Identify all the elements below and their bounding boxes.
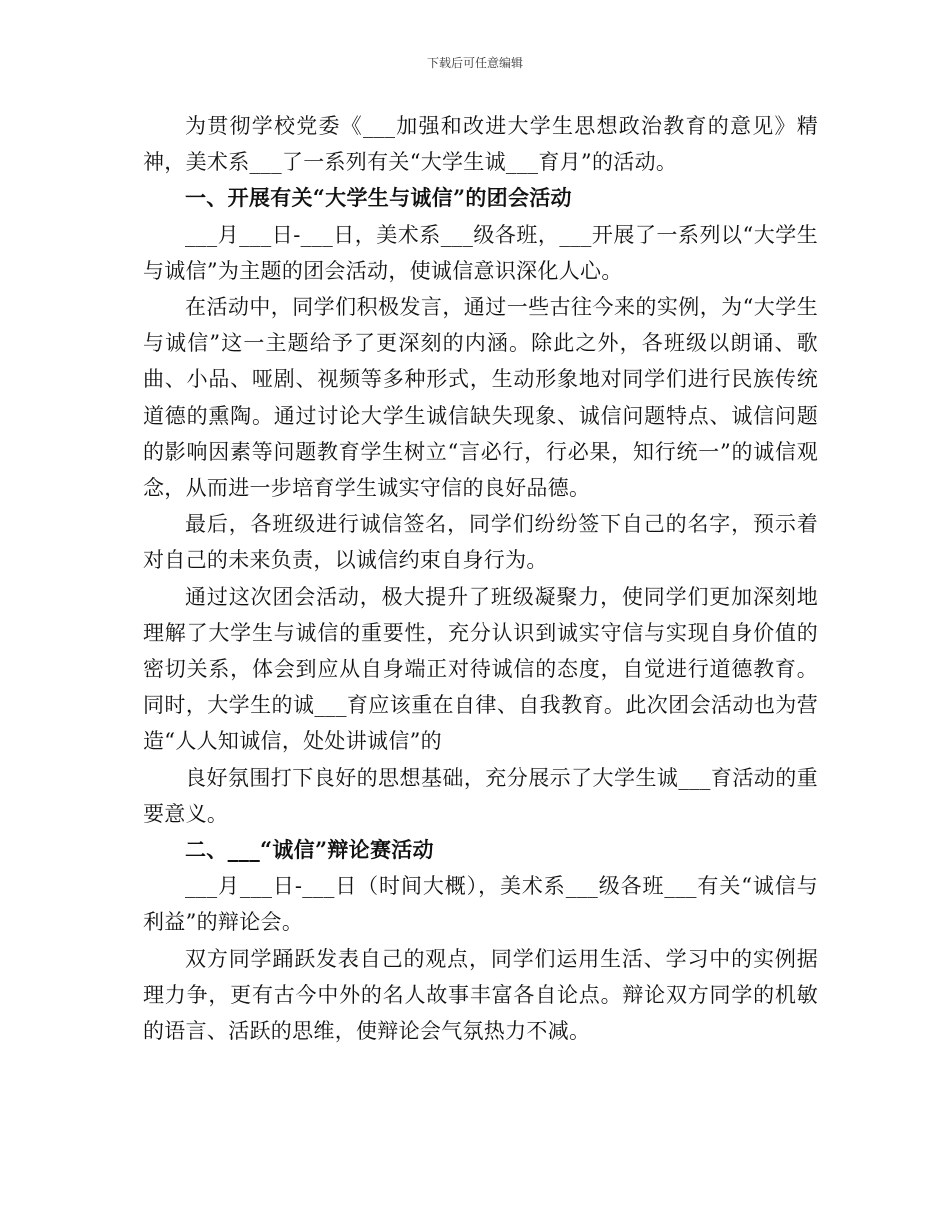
section2-paragraph-2: 双方同学踊跃发表自己的观点，同学们运用生活、学习中的实例据理力争，更有古今中外的名人故事丰富各自论点。辩论双方同学的机敏的语言、活跃的思维，使辩论会气氛热力不减。 xyxy=(143,946,818,1044)
document-body xyxy=(143,108,818,1049)
page-header-note: 下载后可任意编辑 xyxy=(426,56,523,70)
section1-paragraph-5: 良好氛围打下良好的思想基础，充分展示了大学生诚___育活动的重要意义。 xyxy=(143,765,818,826)
section1-paragraph-3: 最后，各班级进行诚信签名，同学们纷纷签下自己的名字，预示着对自己的未来负责，以诚信约束自身行为。 xyxy=(143,512,818,573)
intro-paragraph: 为贯彻学校党委《___加强和改进大学生思想政治教育的意见》精神，美术系___了一系列有关“大学生诚___育月”的活动。 xyxy=(143,114,818,175)
section1-paragraph-1: ___月___日-___日，美术系___级各班，___开展了一系列以“大学生与诚信”为主题的团会活动，使诚信意识深化人心。 xyxy=(143,222,818,283)
section1-heading: 一、开展有关“大学生与诚信”的团会活动 xyxy=(185,185,572,211)
section1-paragraph-4: 通过这次团会活动，极大提升了班级凝聚力，使同学们更加深刻地理解了大学生与诚信的重要性，充分认识到诚实守信与实现自身价值的密切关系，体会到应从自身端正对待诚信的态度，自觉进行道德教育。同时，大学生的诚___育应该重在自律、自我教育。此次团会活动也为营造“人人知诚信，处处讲诚信”的 xyxy=(143,584,818,754)
section2-paragraph-1: ___月___日-___日（时间大概），美术系___级各班___有关“诚信与利益”的辩论会。 xyxy=(143,874,818,935)
section2-heading: 二、___“诚信”辩论赛活动 xyxy=(185,837,434,863)
section1-paragraph-2: 在活动中，同学们积极发言，通过一些古往今来的实例，为“大学生与诚信”这一主题给予了更深刻的内涵。除此之外，各班级以朗诵、歌曲、小品、哑剧、视频等多种形式，生动形象地对同学们进行民族传统道德的熏陶。通过讨论大学生诚信缺失现象、诚信问题特点、诚信问题的影响因素等问题教育学生树立“言必行，行必果，知行统一”的诚信观念，从而进一步培育学生诚实守信的良好品德。 xyxy=(143,295,818,501)
